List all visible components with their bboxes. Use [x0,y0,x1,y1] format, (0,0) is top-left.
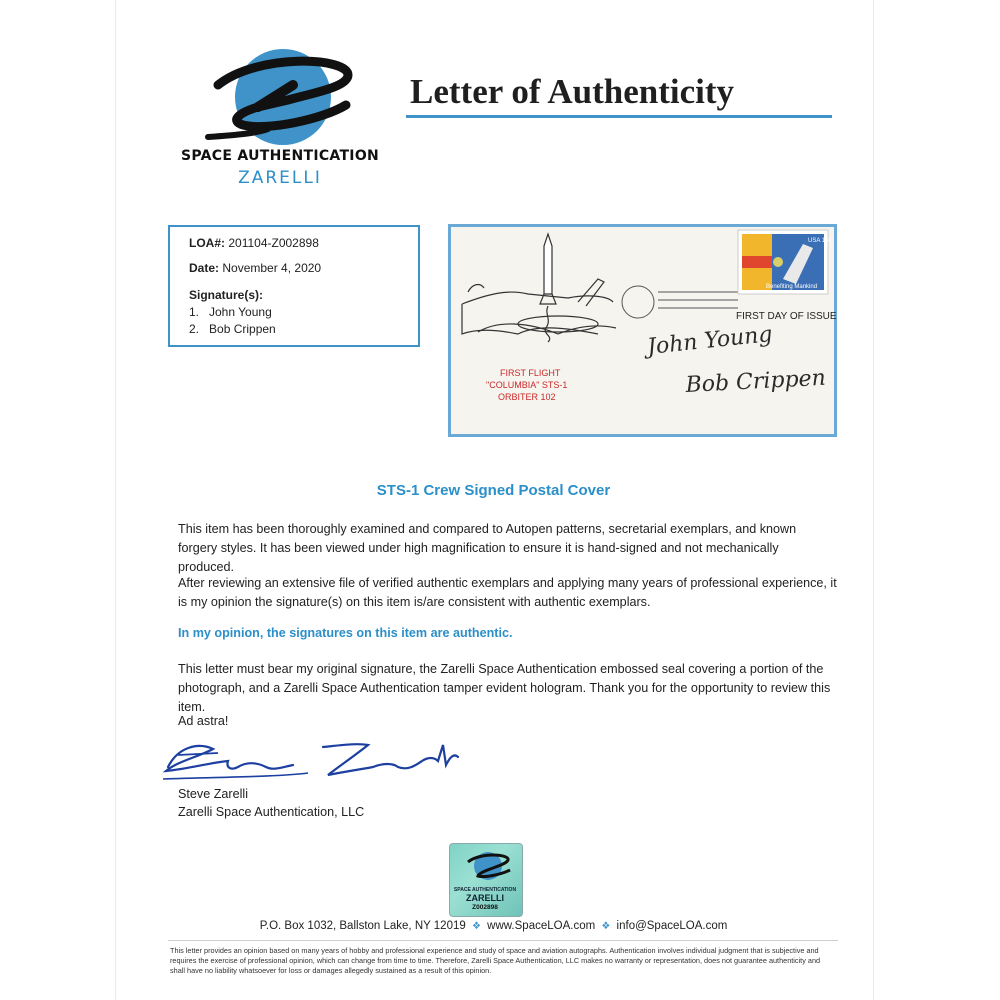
postal-cover-photo [448,224,837,437]
signatures-label: Signature(s): [189,288,264,302]
paragraph-requirements: This letter must bear my original signature, the Zarelli Space Authentication embossed seal covering a portion of the photograph, and a Zarelli Space Authentication tamper evident hologram. Thank you for the opportunity to review this item. [178,662,831,714]
signer-company: Zarelli Space Authentication, LLC [178,805,365,819]
hologram-serial: Z002898 [472,904,498,911]
logo-line-1: SPACE AUTHENTICATION [180,148,380,164]
website-link[interactable]: www.SpaceLOA.com [487,920,596,932]
address: P.O. Box 1032, Ballston Lake, NY 12019 [259,920,466,932]
date-value: November 4, 2020 [222,261,322,275]
cachet-line-3: ORBITER 102 [498,392,556,402]
email-link[interactable]: info@SpaceLOA.com [616,920,728,932]
logo-line-2: ZARELLI [238,168,322,188]
paragraph-opinion: After reviewing an extensive file of verified authentic exemplars and applying many years of professional experience, it is my opinion the signature(s) on this item is/are consistent with authentic exemplars. [178,576,837,609]
signature-item: 2. Bob Crippen [189,322,276,336]
hologram-logo-icon [450,844,522,886]
disclaimer: This letter provides an opinion based on many years of hobby and professional experience and study of space and aviation autographs. Authentication involves individual judgment that is subjective and requires the exercise of professional opinion, which can change from time to time. Therefore, Zarelli Space Authentication, LLC makes no warranty or representation, does not guarantee authenticity and shall have no liability whatsoever for loss or damages allegedly sustained as a result of this opinion. [170,946,821,975]
paragraph-examination: This item has been thoroughly examined and compared to Autopen patterns, secretarial exemplars, and known forgery styles. It has been viewed under high magnification to ensure it is hand-signed and not mechanically produced. [178,522,797,574]
date-row [189,261,321,275]
stamp-caption: Benefiting Mankind [766,284,818,290]
cachet-line-2: "COLUMBIA" STS-1 [486,380,568,390]
authentic-verdict: In my opinion, the signatures on this item are authentic. [178,626,513,640]
contact-line [115,920,872,932]
hologram-line-1: SPACE AUTHENTICATION [453,887,517,893]
loa-number-label: LOA#: [189,236,225,250]
date-label: Date: [189,261,220,275]
separator-icon: ❖ [471,921,481,932]
page-title: Letter of Authenticity [410,72,735,111]
loa-info-box [168,225,420,347]
item-subtitle: STS-1 Crew Signed Postal Cover [376,482,611,499]
first-day-postmark: FIRST DAY OF ISSUE [736,311,837,322]
cachet-line-1: FIRST FLIGHT [500,368,561,378]
space-shuttle-stamp [738,230,831,294]
loa-number-row [189,236,319,250]
hologram-line-2: ZARELLI [466,893,504,903]
stamp-denomination: USA 18c [808,238,832,244]
footer-divider [168,940,838,941]
signature-item: 1. John Young [189,305,272,319]
handwritten-signature [158,727,478,787]
signer-name: Steve Zarelli [178,787,248,801]
loa-number-value: 201104-Z002898 [228,236,319,250]
title-underline [406,115,832,118]
separator-icon: ❖ [601,921,611,932]
autograph-john-young: John Young [646,321,774,360]
autograph-bob-crippen: Bob Crippen [685,365,827,398]
salutation: Ad astra! [178,714,229,728]
